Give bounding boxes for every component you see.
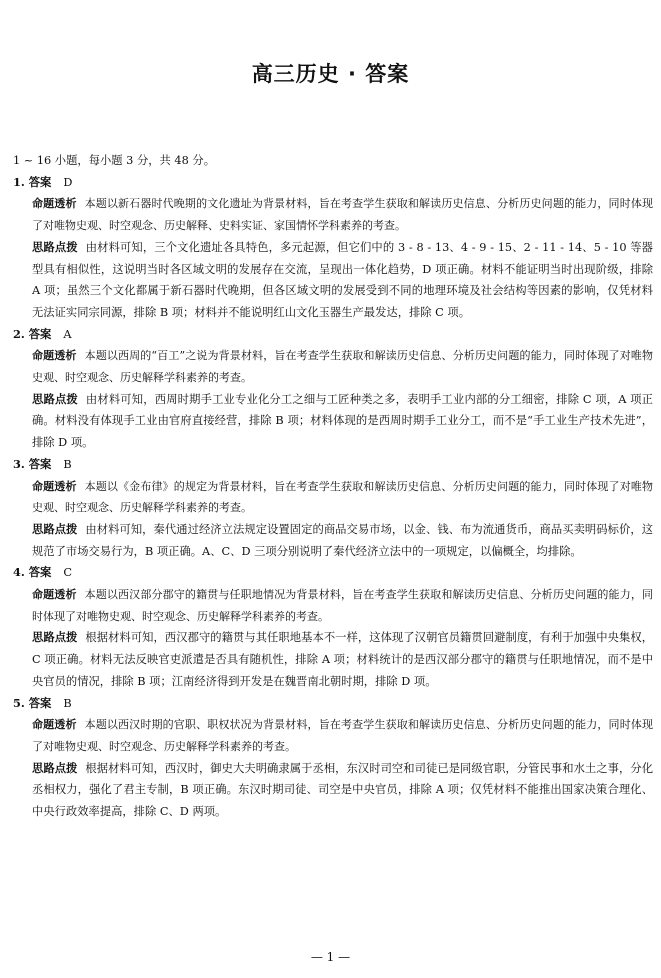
- answer-line: [13, 693, 653, 715]
- analysis-label: 命题透析: [32, 349, 77, 363]
- hint-paragraph: [13, 519, 653, 562]
- hint-paragraph: [13, 389, 653, 454]
- hint-paragraph: [13, 758, 653, 823]
- hint-text: 根据材料可知，西汉郡守的籍贯与其任职地基本不一样，这体现了汉朝官员籍贯回避制度，有利于加强中央集权，C 项正确。材料无法反映官吏派遣是否具有随机性，排除 A 项；材料统计的是西汉部分郡守的籍贯与任职地情况，而不是中央官员的情况，排除 B 项；江南经济得到开发是在魏晋南北朝时期，排除 D 项。: [32, 631, 653, 688]
- answer-content: [13, 150, 653, 823]
- question-number: 1.: [13, 174, 25, 189]
- answer-line: [13, 172, 653, 194]
- analysis-paragraph: [13, 193, 653, 236]
- hint-label: 思路点拨: [32, 240, 78, 254]
- analysis-label: 命题透析: [32, 197, 77, 211]
- question-block-5: [13, 693, 653, 823]
- answer-line: [13, 454, 653, 476]
- section-intro: 1 ~ 16 小题，每小题 3 分，共 48 分。: [13, 154, 215, 167]
- hint-paragraph: [13, 627, 653, 692]
- page-number: — 1 —: [310, 950, 351, 964]
- answer-line: [13, 562, 653, 584]
- answer-line: [13, 324, 653, 346]
- analysis-label: 命题透析: [32, 479, 77, 493]
- hint-text: 根据材料可知，西汉时，御史大夫明确隶属于丞相，东汉时司空和司徒已是同级官职，分管民事和水土之事，分化丞相权力，强化了君主专制，B 项正确。东汉时期司徒、司空是中央官员，排除 A 项；仅凭材料不能推出国家决策合理化、中央行政效率提高，排除 C、D 两项。: [32, 761, 653, 819]
- question-number: 3.: [13, 456, 25, 471]
- page-title: 高三历史 · 答案: [251, 62, 410, 86]
- hint-label: 思路点拨: [32, 392, 78, 406]
- hint-text: 由材料可知，西周时期手工业专业化分工之细与工匠种类之多，表明手工业内部的分工细密，排除 C 项，A 项正确。材料没有体现手工业由官府直接经营，排除 B 项；材料体现的是西周时期手工业分工，而不是“手工业生产技术先进”，排除 D 项。: [32, 392, 653, 450]
- answer-label: 答案: [28, 327, 52, 341]
- answer-label: 答案: [28, 457, 52, 471]
- answer-label: 答案: [28, 566, 52, 580]
- answer-value: D: [63, 175, 73, 189]
- question-number: 4.: [13, 565, 25, 580]
- question-number: 2.: [13, 326, 25, 341]
- answer-value: A: [63, 327, 72, 341]
- answer-value: B: [63, 696, 72, 710]
- analysis-text: 本题以西汉部分郡守的籍贯与任职地情况为背景材料，旨在考查学生获取和解读历史信息、分析历史问题的能力，同时体现了对唯物史观、时空观念、历史解释学科素养的考查。: [32, 588, 653, 623]
- answer-label: 答案: [28, 175, 52, 189]
- analysis-label: 命题透析: [32, 718, 77, 732]
- analysis-paragraph: [13, 714, 653, 757]
- hint-label: 思路点拨: [32, 522, 78, 536]
- analysis-paragraph: [13, 345, 653, 388]
- question-block-4: [13, 562, 653, 692]
- question-block-2: [13, 324, 653, 454]
- hint-paragraph: [13, 237, 653, 324]
- hint-text: 由材料可知，三个文化遗址各具特色，多元起源，但它们中的 3 - 8 - 13、4 - 9 - 15、2 - 11 - 14、5 - 10 等器型具有相似性，这说明当时各区域文明的发展存在交流，呈现出一体化趋势，D 项正确。材料不能证明当时出现阶级，排除 A 项；虽然三个文化都属于新石器时代晚期，但各区域文明的发展受到不同的地理环境及社会结构等因素的影响，仅凭材料无法证实同宗同源，排除 B 项；材料并不能说明红山文化玉器生产最发达，排除 C 项。: [32, 240, 653, 319]
- question-number: 5.: [13, 695, 25, 710]
- hint-text: 由材料可知，秦代通过经济立法规定设置固定的商品交易市场，以金、钱、布为流通货币，商品买卖明码标价，这规范了市场交易行为，B 项正确。A、C、D 三项分别说明了秦代经济立法中的一项规定，以偏概全，均排除。: [32, 522, 653, 558]
- analysis-label: 命题透析: [32, 588, 77, 602]
- answer-value: B: [63, 457, 72, 471]
- analysis-text: 本题以西汉时期的官职、职权状况为背景材料，旨在考查学生获取和解读历史信息、分析历史问题的能力，同时体现了对唯物史观、时空观念、历史解释学科素养的考查。: [32, 718, 653, 753]
- question-block-3: [13, 454, 653, 563]
- hint-label: 思路点拨: [32, 631, 78, 645]
- analysis-text: 本题以西周的“百工”之说为背景材料，旨在考查学生获取和解读历史信息、分析历史问题的能力，同时体现了对唯物史观、时空观念、历史解释学科素养的考查。: [32, 349, 654, 385]
- hint-label: 思路点拨: [32, 761, 78, 775]
- question-block-1: [13, 172, 653, 324]
- analysis-text: 本题以新石器时代晚期的文化遗址为背景材料，旨在考查学生获取和解读历史信息、分析历史问题的能力，同时体现了对唯物史观、时空观念、历史解释、史料实证、家国情怀学科素养的考查。: [32, 197, 653, 233]
- analysis-text: 本题以《金布律》的规定为背景材料，旨在考查学生获取和解读历史信息、分析历史问题的能力，同时体现了对唯物史观、时空观念、历史解释学科素养的考查。: [32, 479, 653, 515]
- answer-label: 答案: [28, 696, 52, 710]
- analysis-paragraph: [13, 476, 653, 519]
- answer-value: C: [63, 566, 72, 580]
- analysis-paragraph: [13, 584, 653, 627]
